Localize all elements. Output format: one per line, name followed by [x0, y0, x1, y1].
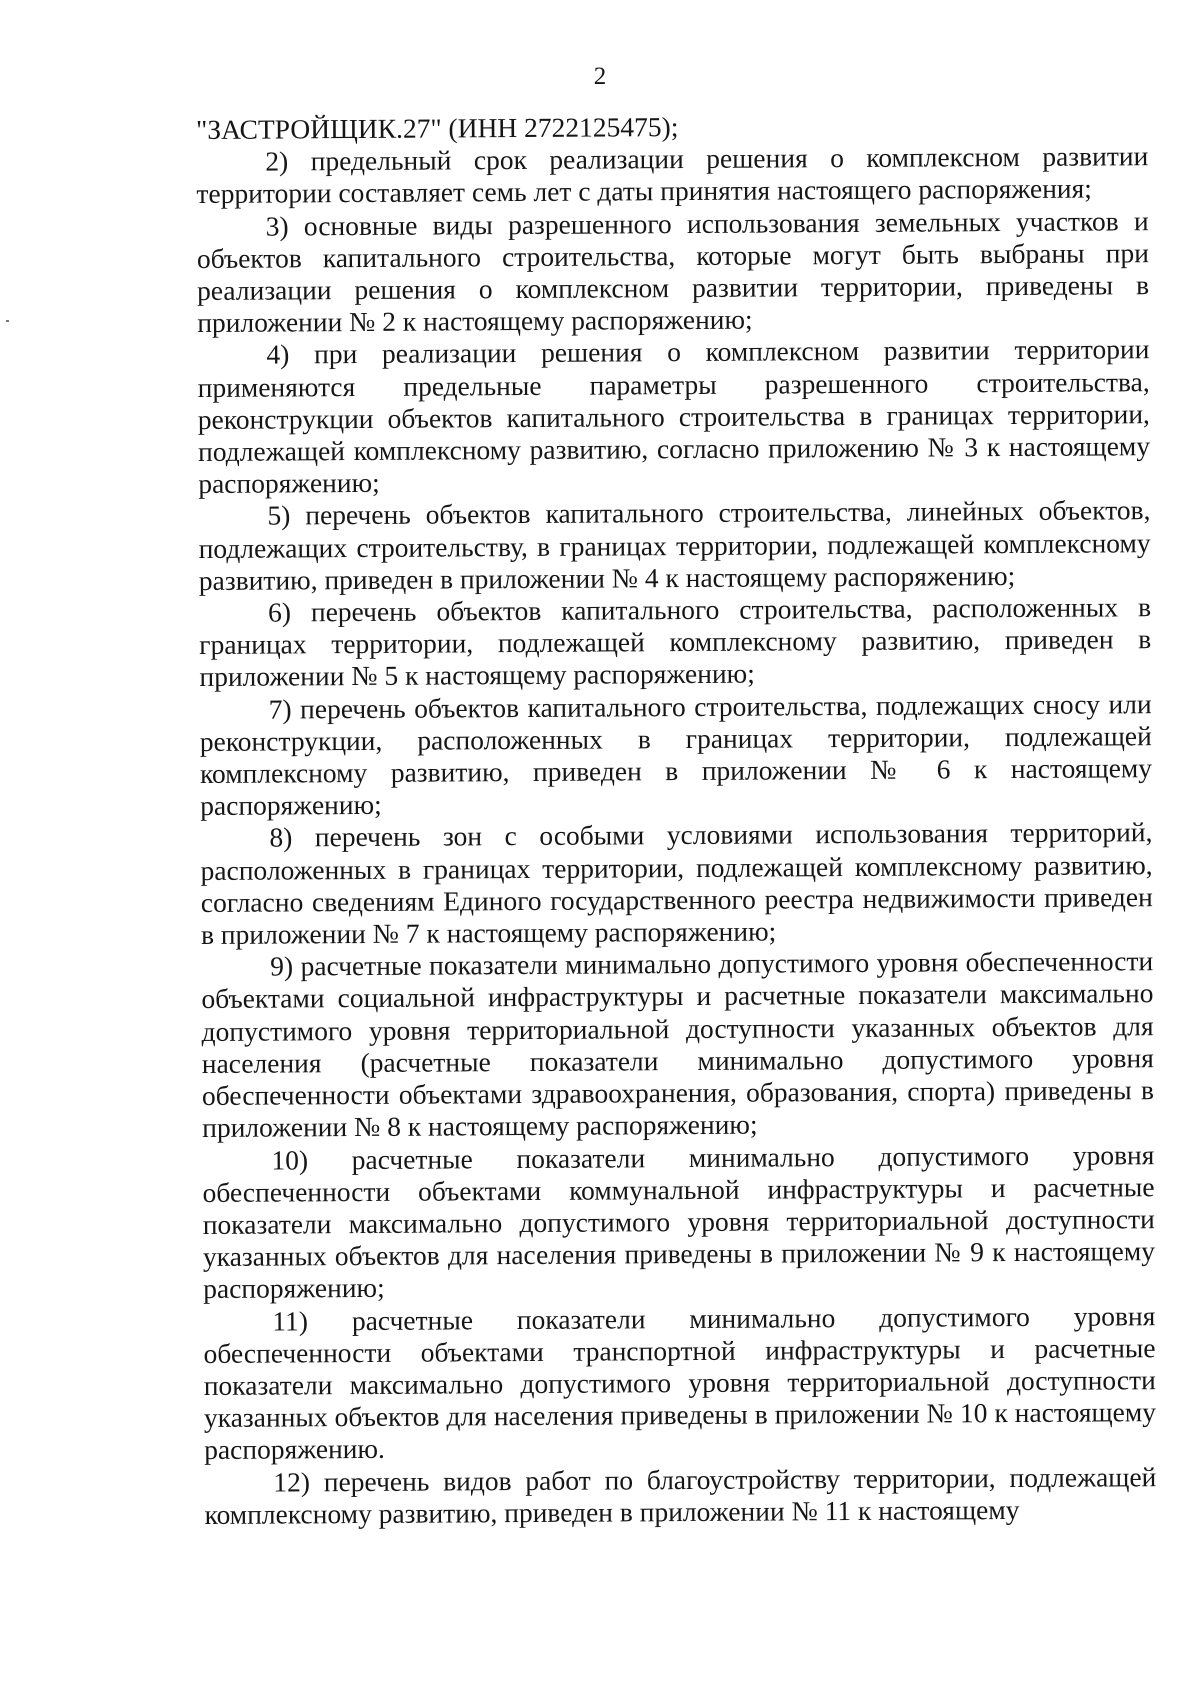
margin-scan-mark	[6, 320, 9, 322]
document-body	[196, 108, 1157, 1531]
paragraph-item-10: 10) расчетные показатели минимально допустимого уровня обеспеченности объектами коммунальной инфраструктуры и расчетные показатели максимально допустимого уровня территориальной доступности указанных объектов для населения приведены в приложении № 9 к настоящему распоряжению;	[202, 1138, 1156, 1305]
opening-line: "ЗАСТРОЙЩИК.27" (ИНН 2722125475);	[196, 111, 679, 145]
paragraph-item-5: 5) перечень объектов капитального строительства, линейных объектов, подлежащих строительству, в границах территории, подлежащей комплексному развитию, приведен в приложении № 4 к настоящему распоряжению;	[198, 494, 1151, 596]
paragraph-item-9: 9) расчетные показатели минимально допустимого уровня обеспеченности объектами социальной инфраструктуры и расчетные показатели максимально допустимого уровня территориальной доступности указанных объектов для населения (расчетные показатели минимально допустимого уровня обеспеченности объектами здравоохранения, образования, спорта) приведены в приложении № 8 к настоящему распоряжению;	[201, 945, 1155, 1144]
paragraph-item-12: 12) перечень видов работ по благоустройству территории, подлежащей комплексному развитию, приведен в приложении № 11 к настоящему	[204, 1460, 1157, 1530]
paragraph-item-6: 6) перечень объектов капитального строительства, расположенных в границах территории, подлежащей комплексному развитию, приведен в приложении № 5 к настоящему распоряжению;	[199, 591, 1152, 693]
paragraph-item-7: 7) перечень объектов капитального строительства, подлежащих сносу или реконструкции, расположенных в границах территории, подлежащей комплексному развитию, приведен в приложении № 6 к настоящему распоряжению;	[199, 687, 1153, 822]
paragraph-item-3: 3) основные виды разрешенного использования земельных участков и объектов капитального строительства, которые могут быть выбраны при реализации решения о комплексном развитии территории, приведены в приложении № 2 к настоящему распоряжению;	[196, 204, 1150, 339]
paragraph-item-2: 2) предельный срок реализации решения о комплексном развитии территории составляет семь лет с даты принятия настоящего распоряжения;	[196, 140, 1149, 210]
page-number: 2	[593, 63, 607, 90]
paragraph-item-8: 8) перечень зон с особыми условиями использования территорий, расположенных в границах территории, подлежащей комплексному развитию, согласно сведениям Единого государственного реестра недвижимости приведен в приложении № 7 к настоящему распоряжению;	[200, 816, 1153, 951]
paragraph-item-11: 11) расчетные показатели минимально допустимого уровня обеспеченности объектами транспортной инфраструктуры и расчетные показатели максимально допустимого уровня территориальной доступности указанных объектов для населения приведены в приложении № 10 к настоящему распоряжению.	[203, 1299, 1157, 1466]
paragraph-item-4: 4) при реализации решения о комплексном развитии территории применяются предельные параметры разрешенного строительства, реконструкции объектов капитального строительства в границах территории, подлежащей комплексному развитию, согласно приложению № 3 к настоящему распоряжению;	[197, 333, 1151, 500]
